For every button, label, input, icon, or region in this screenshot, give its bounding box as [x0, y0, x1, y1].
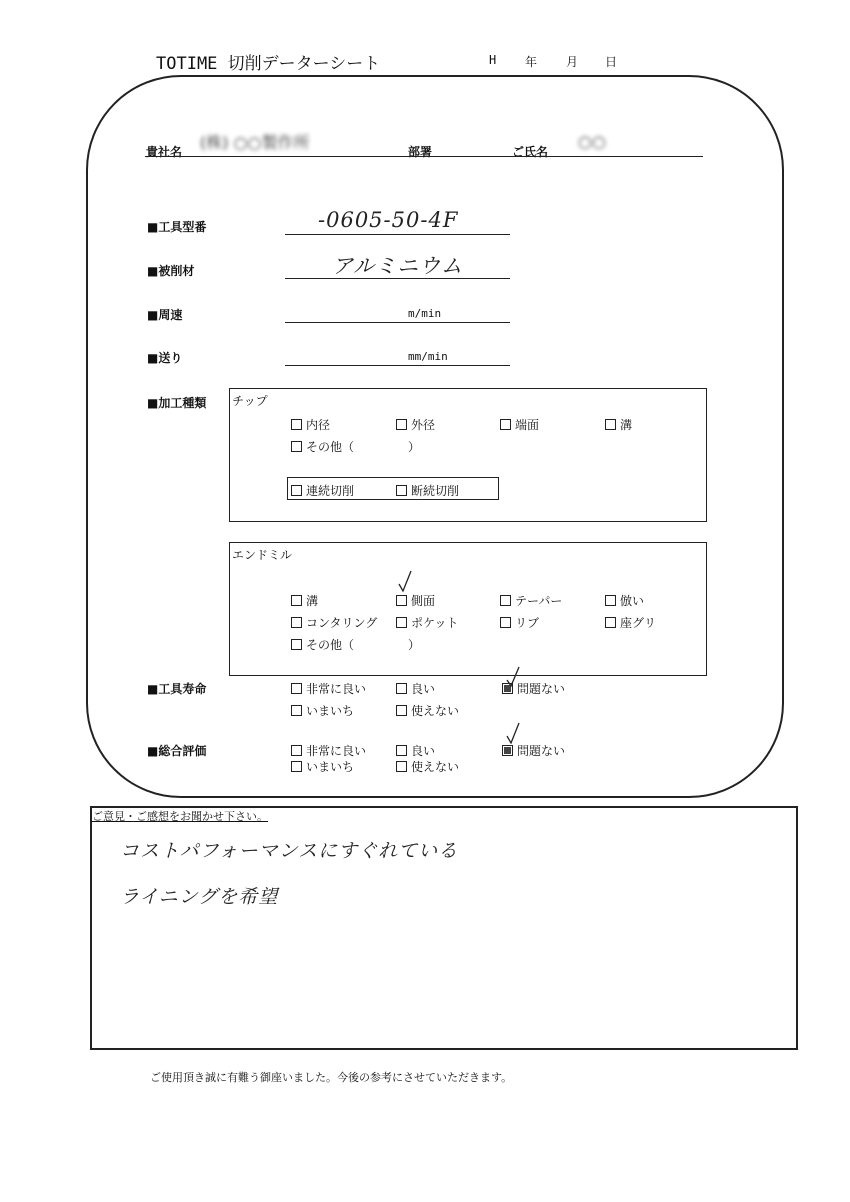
checkbox-icon: [605, 617, 616, 628]
overall-option-good[interactable]: 良い: [396, 742, 435, 759]
checkbox-icon: [500, 595, 511, 606]
checkbox-icon: [396, 705, 407, 716]
checkbox-icon: [396, 683, 407, 694]
checkbox-icon: [291, 745, 302, 756]
chip-option-outer-diameter[interactable]: 外径: [396, 416, 435, 433]
endmill-option-side[interactable]: 側面: [396, 592, 435, 609]
tool-model-label: ■工具型番: [147, 220, 207, 234]
material-value[interactable]: アルミニウム: [332, 254, 463, 278]
speed-label: ■周速: [147, 308, 183, 322]
company-label: 貴社名: [146, 145, 183, 159]
tool-life-option-unusable[interactable]: 使えない: [396, 702, 459, 719]
name-label: ご氏名: [512, 145, 549, 159]
checkbox-icon: [500, 419, 511, 430]
checkbox-icon: [291, 617, 302, 628]
process-type-label: ■加工種類: [147, 396, 207, 410]
speed-line[interactable]: [285, 322, 510, 323]
endmill-option-other-close: ）: [408, 638, 421, 652]
date-day-label: 日: [605, 55, 618, 69]
tool-life-option-good[interactable]: 良い: [396, 680, 435, 697]
checkbox-icon: [396, 761, 407, 772]
checkbox-icon: [291, 419, 302, 430]
chip-title: チップ: [232, 394, 268, 408]
endmill-option-contouring[interactable]: コンタリング: [291, 614, 377, 631]
checkbox-icon: [500, 617, 511, 628]
checkbox-icon: [291, 485, 302, 496]
checkbox-icon: [396, 595, 407, 606]
comments-line-2: ライニングを希望: [120, 886, 279, 908]
side-checkmark-icon: [398, 570, 412, 592]
chip-option-end-face[interactable]: 端面: [500, 416, 539, 433]
tool-model-line: [285, 234, 510, 235]
endmill-title: エンドミル: [232, 548, 293, 562]
tool-model-value[interactable]: -0605-50-4F: [318, 208, 459, 232]
date-year-label: 年: [525, 55, 538, 69]
tool-life-option-mediocre[interactable]: いまいち: [291, 702, 354, 719]
endmill-option-taper[interactable]: テーパー: [500, 592, 562, 609]
chip-option-other-close: ）: [408, 440, 421, 454]
comments-title: ご意見・ご感想をお聞かせ下さい。: [92, 810, 268, 823]
chip-option-other[interactable]: その他（: [291, 438, 354, 455]
chip-option-inner-diameter[interactable]: 内径: [291, 416, 330, 433]
checkbox-checked-icon: [502, 745, 513, 756]
footer-thanks: ご使用頂き誠に有難う御座いました。今後の参考にさせていただきます。: [150, 1071, 513, 1084]
customer-underline: [145, 156, 703, 157]
date-era: H: [489, 53, 497, 67]
tool-life-checkmark-icon: [506, 666, 520, 688]
sheet-title: TOTIME 切削データーシート: [156, 54, 381, 74]
checkbox-icon: [605, 419, 616, 430]
overall-option-mediocre[interactable]: いまいち: [291, 758, 354, 775]
checkbox-icon: [291, 595, 302, 606]
overall-rating-label: ■総合評価: [147, 744, 207, 758]
department-label: 部署: [408, 145, 433, 159]
checkbox-icon: [291, 639, 302, 650]
chip-option-interrupted-cut[interactable]: 断続切削: [396, 482, 459, 499]
checkbox-icon: [396, 485, 407, 496]
chip-option-continuous-cut[interactable]: 連続切削: [291, 482, 354, 499]
material-line: [285, 278, 510, 279]
checkbox-icon: [291, 705, 302, 716]
chip-box: [229, 388, 707, 522]
overall-checkmark-icon: [506, 722, 520, 744]
feed-line[interactable]: [285, 365, 510, 366]
endmill-box: [229, 542, 707, 676]
checkbox-icon: [291, 683, 302, 694]
name-value: ○○: [578, 132, 606, 151]
checkbox-icon: [291, 761, 302, 772]
speed-unit: m/min: [408, 307, 442, 320]
company-value: (株) ○○製作所: [200, 133, 310, 152]
checkbox-icon: [396, 745, 407, 756]
chip-option-groove[interactable]: 溝: [605, 416, 632, 433]
endmill-option-copying[interactable]: 倣い: [605, 592, 644, 609]
feed-label: ■送り: [147, 351, 183, 365]
checkbox-icon: [605, 595, 616, 606]
overall-option-no-problem[interactable]: 問題ない: [502, 742, 565, 759]
tool-life-option-no-problem[interactable]: 問題ない: [502, 680, 565, 697]
checkbox-icon: [396, 419, 407, 430]
endmill-option-pocket[interactable]: ポケット: [396, 614, 458, 631]
overall-option-unusable[interactable]: 使えない: [396, 758, 459, 775]
tool-life-label: ■工具寿命: [147, 682, 207, 696]
material-label: ■被削材: [147, 264, 195, 278]
checkbox-icon: [291, 441, 302, 452]
endmill-option-counterbore[interactable]: 座グリ: [605, 614, 656, 631]
feed-unit: mm/min: [408, 350, 448, 363]
overall-option-excellent[interactable]: 非常に良い: [291, 742, 366, 759]
endmill-option-groove[interactable]: 溝: [291, 592, 318, 609]
checkbox-icon: [396, 617, 407, 628]
endmill-option-other[interactable]: その他（: [291, 636, 354, 653]
endmill-option-rib[interactable]: リブ: [500, 614, 539, 631]
tool-life-option-excellent[interactable]: 非常に良い: [291, 680, 366, 697]
date-month-label: 月: [566, 55, 579, 69]
comments-line-1: コストパフォーマンスにすぐれている: [120, 840, 459, 862]
